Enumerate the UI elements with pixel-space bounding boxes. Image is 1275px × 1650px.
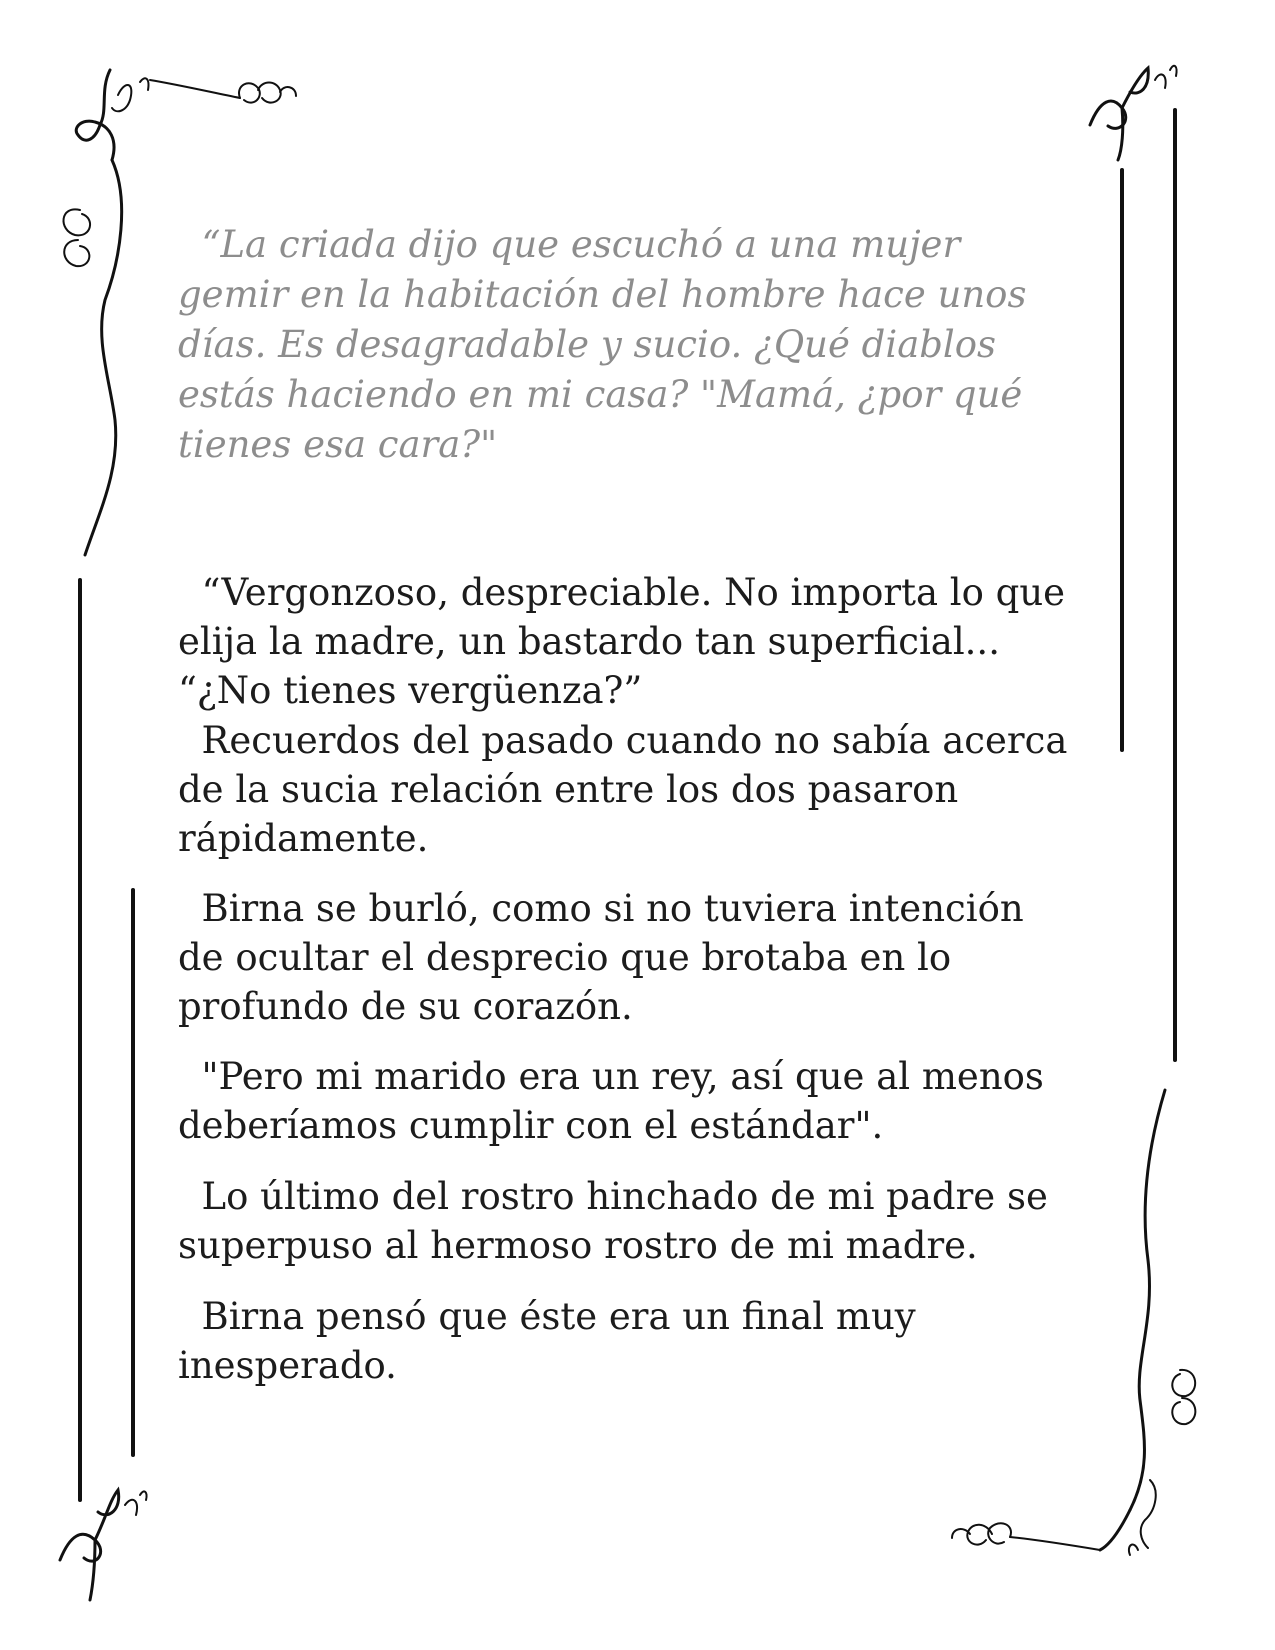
paragraph: Birna se burló, como si no tuviera intención de ocultar el desprecio que brotaba en lo profundo de su corazón. [178,887,1024,1028]
paragraph: Lo último del rostro hinchado de mi padre se superpuso al hermoso rostro de mi madre. [178,1175,1048,1267]
paragraph: "Pero mi marido era un rey, así que al menos deberíamos cumplir con el estándar". [178,1055,1044,1147]
paragraph: “Vergonzoso, despreciable. No importa lo que elija la madre, un bastardo tan superficial... “¿No tienes vergüenza?” [178,571,1066,712]
paragraph: Birna pensó que éste era un final muy inesperado. [178,1295,916,1387]
paragraph: Recuerdos del pasado cuando no sabía acerca de la sucia relación entre los dos pasaron rápidamente. [178,719,1068,860]
flashback-quote: “La criada dijo que escuchó a una mujer gemir en la habitación del hombre hace unos días. Es desagradable y sucio. ¿Qué diablos estás haciendo en mi casa? "Mamá, ¿por qué tienes esa cara?" [178,223,1027,466]
